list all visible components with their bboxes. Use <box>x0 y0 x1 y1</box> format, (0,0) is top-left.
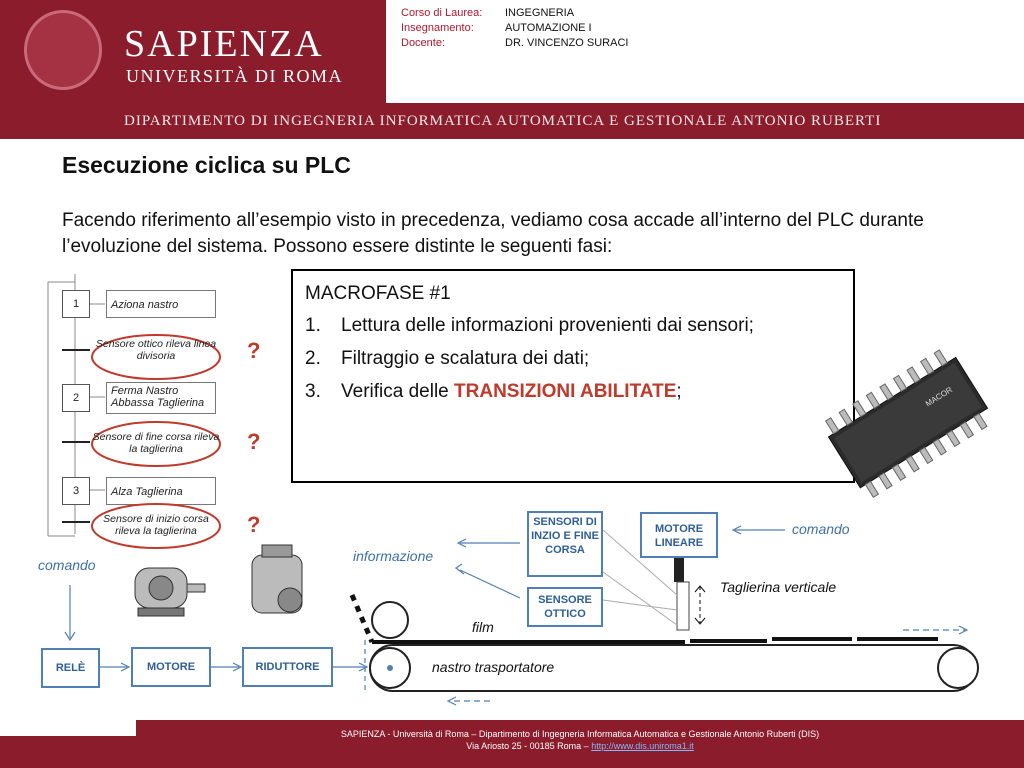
transizioni-abilitate-highlight: TRANSIZIONI ABILITATE <box>454 381 677 402</box>
comando-left-label: comando <box>38 557 96 573</box>
macrofase-box <box>291 269 855 483</box>
macrofase-item: 2. Filtraggio e scalatura dei dati; <box>305 348 590 369</box>
footer-line-2: Via Ariosto 25 - 00185 Roma – http://www.dis.uniroma1.it <box>466 741 694 751</box>
course-row: Corso di Laurea: INGEGNERIA <box>401 7 575 19</box>
sensore-ottico-box: SENSORE OTTICO <box>527 587 603 627</box>
taglierina-label: Taglierina verticale <box>720 579 837 595</box>
motore-box: MOTORE <box>131 647 211 687</box>
macrofase-item: 3. Verifica delle TRANSIZIONI ABILITATE; <box>305 381 682 402</box>
comando-right-label: comando <box>792 521 850 537</box>
motore-lineare-box: MOTORE LINEARE <box>640 512 718 558</box>
footer-text <box>136 728 1024 752</box>
macrofase-item: 1. Lettura delle informazioni provenienti dai sensori; <box>305 315 754 336</box>
university-subtitle: UNIVERSITÀ DI ROMA <box>126 66 343 86</box>
university-name: SAPIENZA <box>124 23 324 65</box>
grafcet-step-3: 3 <box>62 477 90 505</box>
slide-title: Esecuzione ciclica su PLC <box>62 152 351 178</box>
university-seal-icon <box>24 10 102 90</box>
plc-chip-icon <box>808 345 1022 515</box>
header-logo-area <box>0 0 386 103</box>
system-diagram-lines <box>0 500 1024 720</box>
question-mark-3: ? <box>247 512 261 537</box>
sensori-corsa-box: SENSORI DI INZIO E FINE CORSA <box>527 511 603 577</box>
grafcet-action-2: Ferma Nastro Abbassa Taglierina <box>106 382 216 414</box>
informazione-label: informazione <box>353 548 434 564</box>
question-mark-2: ? <box>247 429 261 454</box>
footer-website-link[interactable]: http://www.dis.uniroma1.it <box>591 741 694 751</box>
teacher-row: Docente: DR. VINCENZO SURACI <box>401 37 629 49</box>
transition-label-2: Sensore di fine corsa rileva la taglierina <box>92 431 220 455</box>
transition-label-3: Sensore di inizio corsa rileva la taglierina <box>103 513 209 537</box>
grafcet-action-3: Alza Taglierina <box>106 477 216 505</box>
film-label: film <box>472 619 494 635</box>
riduttore-box: RIDUTTORE <box>242 647 333 687</box>
nastro-label: nastro trasportatore <box>432 659 555 675</box>
rele-box: RELÈ <box>41 648 100 688</box>
subject-row: Insegnamento: AUTOMAZIONE I <box>401 22 592 34</box>
course-info <box>386 0 1024 103</box>
intro-text: Facendo riferimento all’esempio visto in precedenza, vediamo cosa accade all’interno del PLC durante l’evoluzione del sistema. Possono essere distinte le seguenti fasi: <box>62 210 924 257</box>
macrofase-title: MACROFASE #1 <box>305 283 451 304</box>
department-bar: DIPARTIMENTO DI INGEGNERIA INFORMATICA AUTOMATICA E GESTIONALE ANTONIO RUBERTI <box>0 103 1024 139</box>
question-mark-1: ? <box>247 338 261 363</box>
grafcet-step-1: 1 <box>62 290 90 318</box>
transition-label-1: Sensore ottico rileva linea divisoria <box>95 338 217 362</box>
footer-left-bar <box>0 736 136 768</box>
footer-line-1: SAPIENZA - Università di Roma – Dipartimento di Ingegneria Informatica Automatica e Gestionale Antonio Ruberti (DIS) <box>340 729 820 739</box>
chip-label: MACOR <box>923 385 954 409</box>
grafcet-action-1: Aziona nastro <box>106 290 216 318</box>
grafcet-step-2: 2 <box>62 384 90 412</box>
